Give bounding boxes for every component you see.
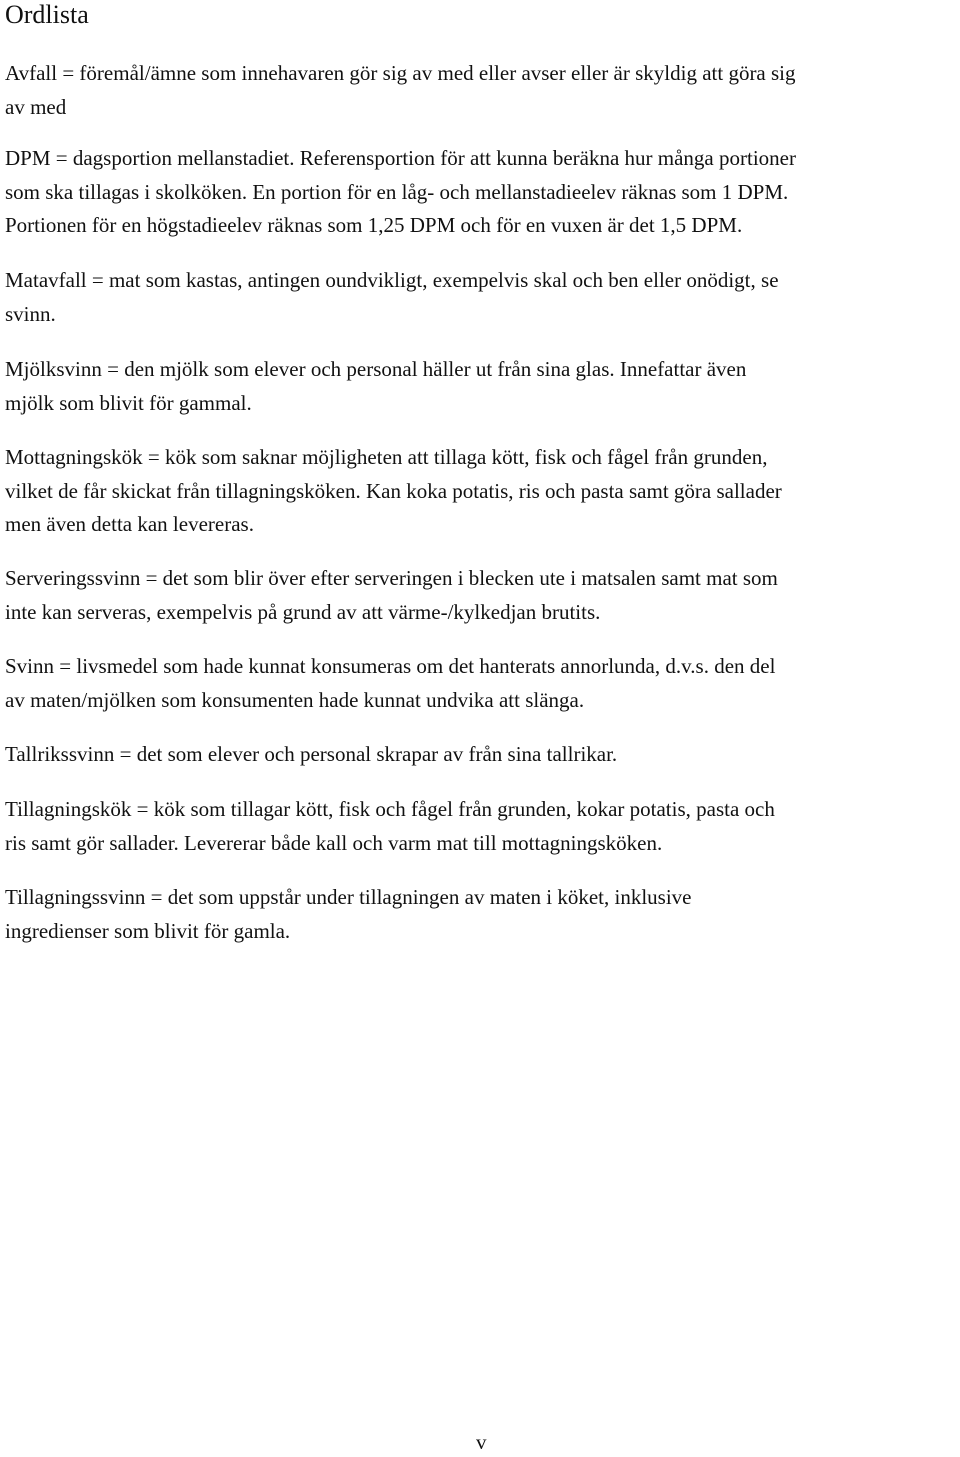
glossary-entry-tallrikssvinn <box>5 738 955 772</box>
glossary-entry-svinn <box>5 650 955 717</box>
entry-line: Mjölksvinn = den mjölk som elever och personal häller ut från sina glas. Innefattar även <box>5 357 747 381</box>
glossary-entry-dpm <box>5 142 955 243</box>
glossary-entry-mottagningskok <box>5 441 955 542</box>
entry-line: mjölk som blivit för gammal. <box>5 390 252 415</box>
entry-line: av med <box>5 94 67 119</box>
entry-line: svinn. <box>5 301 56 326</box>
entry-line: Matavfall = mat som kastas, antingen oundvikligt, exempelvis skal och ben eller onödigt, se <box>5 268 779 292</box>
entry-line: Mottagningskök = kök som saknar möjligheten att tillaga kött, fisk och fågel från grunden, <box>5 445 768 469</box>
glossary-entry-serveringssvinn <box>5 562 955 629</box>
entry-line: Tallrikssvinn = det som elever och personal skrapar av från sina tallrikar. <box>5 742 618 766</box>
page-number: v <box>476 1430 487 1454</box>
page-title: Ordlista <box>5 0 89 29</box>
entry-line: ingredienser som blivit för gamla. <box>5 918 291 943</box>
entry-line: men även detta kan levereras. <box>5 512 254 536</box>
entry-line: Serveringssvinn = det som blir över efter serveringen i blecken ute i matsalen samt mat som <box>5 566 778 590</box>
glossary-entry-mjolksvinn <box>5 353 955 420</box>
glossary-entry-tillagningssvinn <box>5 881 955 948</box>
entry-line: Svinn = livsmedel som hade kunnat konsumeras om det hanterats annorlunda, d.v.s. den del <box>5 654 776 678</box>
entry-line: ris samt gör sallader. Levererar både kall och varm mat till mottagningsköken. <box>5 830 663 855</box>
entry-line: Avfall = föremål/ämne som innehavaren gör sig av med eller avser eller är skyldig att göra sig <box>5 61 796 85</box>
glossary-entry-matavfall <box>5 264 955 331</box>
entry-line: Tillagningssvinn = det som uppstår under tillagningen av maten i köket, inklusive <box>5 885 692 909</box>
entry-line: Portionen för en högstadieelev räknas som 1,25 DPM och för en vuxen är det 1,5 DPM. <box>5 213 743 237</box>
entry-line: DPM = dagsportion mellanstadiet. Referensportion för att kunna beräkna hur många portioner <box>5 146 796 170</box>
entry-line: inte kan serveras, exempelvis på grund av att värme-/kylkedjan brutits. <box>5 599 601 624</box>
entry-line: Tillagningskök = kök som tillagar kött, fisk och fågel från grunden, kokar potatis, pasta och <box>5 797 775 821</box>
entry-line: som ska tillagas i skolköken. En portion för en låg- och mellanstadieelev räknas som 1 DPM. <box>5 179 789 204</box>
glossary-entry-tillagningskok <box>5 793 955 860</box>
entry-line: av maten/mjölken som konsumenten hade kunnat undvika att slänga. <box>5 687 585 712</box>
entry-line: vilket de får skickat från tillagningsköken. Kan koka potatis, ris och pasta samt göra sallader <box>5 478 782 503</box>
glossary-entry-avfall <box>5 57 955 124</box>
